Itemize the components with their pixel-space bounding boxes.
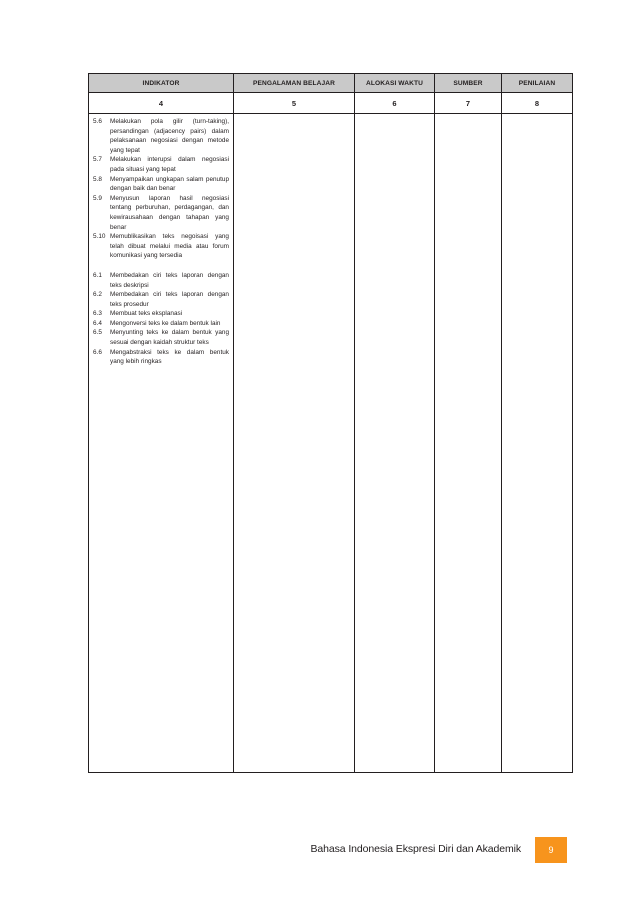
indicator-list bbox=[89, 114, 233, 367]
footer-book-title: Bahasa Indonesia Ekspresi Diri dan Akademik bbox=[310, 843, 521, 855]
list-item bbox=[93, 232, 229, 261]
list-item bbox=[93, 309, 229, 319]
column-number: 8 bbox=[502, 93, 573, 114]
header-pengalaman-belajar: PENGALAMAN BELAJAR bbox=[234, 74, 355, 93]
table-body-row bbox=[89, 114, 573, 773]
list-item bbox=[93, 348, 229, 367]
list-item bbox=[93, 117, 229, 155]
table-header-row bbox=[89, 74, 573, 93]
indicator-number: 5.6 bbox=[93, 118, 102, 125]
list-item bbox=[93, 194, 229, 232]
indicator-number: 6.2 bbox=[93, 291, 102, 299]
indicator-number: 6.3 bbox=[93, 310, 102, 318]
indicator-text: Membuat teks eksplanasi bbox=[110, 310, 183, 318]
indicator-number: 6.6 bbox=[93, 348, 102, 356]
header-penilaian: PENILAIAN bbox=[502, 74, 573, 93]
list-item bbox=[93, 155, 229, 174]
list-item bbox=[93, 319, 229, 329]
indicator-number: 5.10 bbox=[93, 233, 106, 241]
indicator-text: Mengonversi teks ke dalam bentuk lain bbox=[110, 319, 221, 327]
alokasi-waktu-cell bbox=[355, 114, 435, 773]
indicator-text: Melakukan pola gilir (turn-taking), persandingan (adjacency pairs) dalam pelaksanaan negosiasi dengan metode yang tepat bbox=[110, 118, 229, 154]
indicator-number: 6.4 bbox=[93, 319, 102, 327]
penilaian-cell bbox=[502, 114, 573, 773]
indicator-text: Mengabstraksi teks ke dalam bentuk yang lebih ringkas bbox=[110, 348, 229, 366]
syllabus-table bbox=[88, 73, 573, 773]
column-number: 6 bbox=[355, 93, 435, 114]
pengalaman-belajar-cell bbox=[234, 114, 355, 773]
page-number-badge: 9 bbox=[535, 837, 567, 863]
column-number-row bbox=[89, 93, 573, 114]
column-number: 5 bbox=[234, 93, 355, 114]
indikator-cell bbox=[89, 114, 234, 773]
indicator-text: Melakukan interupsi dalam negosiasi pada situasi yang tepat bbox=[110, 156, 229, 173]
indicator-text: Membedakan ciri teks laporan dengan teks deskripsi bbox=[110, 271, 229, 289]
indicator-number: 6.1 bbox=[93, 271, 102, 279]
indicator-text: Menyampaikan ungkapan salam penutup dengan baik dan benar bbox=[110, 175, 229, 193]
indicator-text: Menyusun laporan hasil negosiasi tentang perburuhan, perdagangan, dan kewirausahaan dengan tahapan yang benar bbox=[110, 194, 229, 231]
column-number: 7 bbox=[435, 93, 502, 114]
indicator-number: 5.9 bbox=[93, 194, 102, 202]
indicator-number: 5.8 bbox=[93, 175, 102, 183]
list-item bbox=[93, 271, 229, 290]
indicator-text: Membedakan ciri teks laporan dengan teks prosedur bbox=[110, 291, 229, 308]
header-indikator: INDIKATOR bbox=[89, 74, 234, 93]
indicator-text: Memublikasikan teks negoisasi yang telah dibuat melalui media atau forum komunikasi yang tersedia bbox=[110, 233, 229, 260]
list-item bbox=[93, 328, 229, 347]
list-item bbox=[93, 175, 229, 194]
list-item bbox=[93, 290, 229, 309]
sumber-cell bbox=[435, 114, 502, 773]
indicator-number: 5.7 bbox=[93, 156, 102, 164]
column-number: 4 bbox=[89, 93, 234, 114]
header-alokasi-waktu: ALOKASI WAKTU bbox=[355, 74, 435, 93]
indicator-text: Menyunting teks ke dalam bentuk yang sesuai dengan kaidah struktur teks bbox=[110, 329, 229, 347]
header-sumber: SUMBER bbox=[435, 74, 502, 93]
indicator-number: 6.5 bbox=[93, 329, 102, 337]
